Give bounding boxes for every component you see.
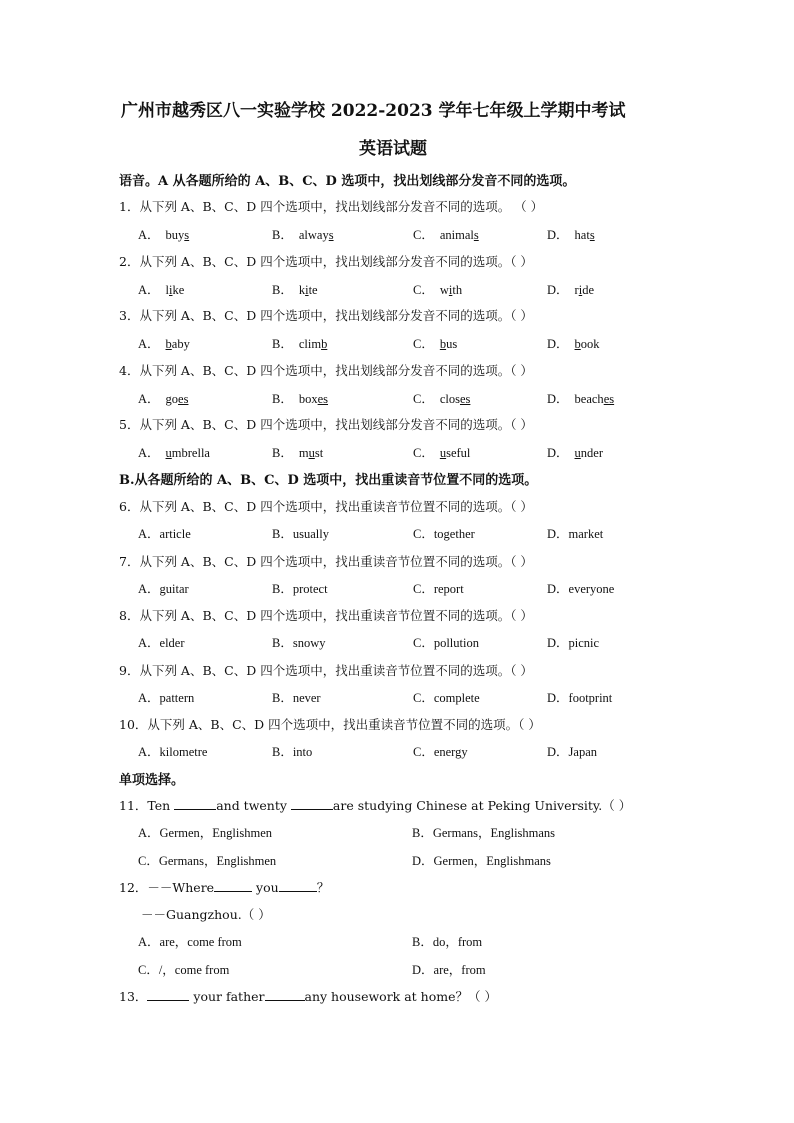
underlined-letters: u: [165, 446, 172, 460]
option-word-part: box: [298, 391, 318, 406]
question-number: 11．: [119, 798, 148, 813]
q12-option-b[interactable]: B．do，from: [412, 935, 483, 949]
question-number: 12．: [119, 880, 148, 895]
q12-option-c[interactable]: C．/，come from: [138, 963, 230, 977]
option-letter: D．: [547, 228, 569, 242]
question-number: 4．: [119, 362, 140, 378]
underlined-letters: s: [473, 228, 479, 242]
option-letter: B．: [272, 337, 293, 351]
underlined-letters: es: [317, 391, 329, 406]
q9-option-c[interactable]: C．complete: [413, 690, 480, 705]
option-letter: D．: [547, 282, 569, 297]
q5-option-a[interactable]: [138, 443, 210, 461]
q1-option-c[interactable]: [413, 225, 479, 243]
underlined-letters: i: [305, 282, 309, 297]
question-text: are studying Chinese at Peking University.（ ）: [332, 798, 632, 813]
question-text: 从下列 A、B、C、D 四个选项中，找出划线部分发音不同的选项。（ ）: [139, 308, 533, 323]
q5-option-c[interactable]: [413, 443, 470, 461]
q12-option-d[interactable]: D．are，from: [412, 963, 486, 977]
option-word-part: clim: [298, 337, 322, 351]
underlined-letters: b: [165, 337, 172, 351]
q2-option-b[interactable]: [272, 280, 318, 298]
q8-option-a[interactable]: A．elder: [138, 636, 185, 650]
option-word-part: r: [574, 282, 579, 297]
q3-option-c[interactable]: [413, 334, 457, 352]
option-letter: D．: [547, 446, 569, 460]
question-text: you: [252, 880, 279, 895]
question-number: 13．: [119, 989, 148, 1004]
q2-option-c[interactable]: [413, 280, 462, 298]
q8-option-c[interactable]: C．pollution: [413, 636, 479, 650]
question-text: 从下列 A、B、C、D 四个选项中，找出重读音节位置不同的选项。（ ）: [139, 553, 533, 569]
question-text: any housework at home？（ ）: [304, 989, 497, 1004]
question-text: your father: [189, 989, 265, 1004]
option-word-part: alway: [298, 228, 329, 242]
underlined-letters: b: [439, 337, 447, 351]
question-7: [119, 552, 533, 570]
q11-option-c[interactable]: C．Germans，Englishmen: [138, 854, 277, 868]
q1-option-a[interactable]: [138, 225, 189, 243]
option-letter: A．: [138, 337, 160, 351]
q12-option-a[interactable]: A．are，come from: [138, 935, 242, 949]
question-text: ？: [316, 880, 330, 895]
option-word-part: animal: [439, 228, 474, 242]
option-word-part: clos: [439, 391, 460, 406]
question-3: [119, 306, 533, 324]
option-letter: D．: [547, 391, 569, 406]
option-letter: A．: [138, 446, 160, 460]
question-number: 3．: [119, 308, 140, 323]
q10-option-b[interactable]: B．into: [272, 745, 313, 759]
answer-blank[interactable]: [291, 798, 333, 810]
question-12-reply: －－Guangzhou.（ ）: [141, 907, 271, 922]
question-number: 5．: [119, 417, 140, 432]
question-text: 从下列 A、B、C、D 四个选项中，找出划线部分发音不同的选项。 （ ）: [139, 199, 544, 214]
question-number: 10．: [119, 717, 148, 732]
question-text: 从下列 A、B、C、D 四个选项中，找出划线部分发音不同的选项。（ ）: [139, 253, 533, 269]
option-word-part: mbrella: [171, 446, 210, 460]
q1-option-b[interactable]: [272, 225, 334, 243]
option-letter: A．: [138, 282, 160, 297]
option-word-part: w: [439, 282, 449, 297]
exam-title-line1: 广州市越秀区八一实验学校 2022-2023 学年七年级上学期中考试: [121, 101, 626, 121]
option-word-part: aby: [171, 337, 190, 351]
underlined-letters: s: [589, 228, 595, 242]
option-letter: B．: [272, 228, 293, 242]
question-number: 8．: [119, 608, 140, 623]
q7-option-a[interactable]: A．guitar: [138, 581, 189, 596]
q6-option-c[interactable]: C．together: [413, 527, 475, 541]
q5-option-b[interactable]: [272, 443, 323, 461]
option-word-part: k: [298, 282, 306, 297]
underlined-letters: i: [578, 282, 583, 297]
question-text: Ten: [147, 798, 175, 813]
q6-option-a[interactable]: A．article: [138, 527, 191, 541]
question-1: [119, 197, 543, 215]
option-letter: B．: [272, 446, 293, 460]
option-word-part: buy: [165, 228, 185, 242]
question-6: [119, 497, 533, 515]
section-a-heading: 语音。A 从各题所给的 A、B、C、D 选项中，找出划线部分发音不同的选项。: [119, 174, 576, 189]
underlined-letters: s: [328, 228, 334, 242]
q10-option-c[interactable]: C．energy: [413, 745, 468, 759]
q4-option-c[interactable]: [413, 389, 470, 407]
option-letter: D．: [547, 337, 569, 351]
question-12: [119, 878, 329, 896]
underlined-letters: u: [308, 446, 315, 460]
question-text: －－Where: [147, 880, 215, 895]
q10-option-a[interactable]: A．kilometre: [138, 745, 208, 759]
option-letter: A．: [138, 228, 160, 242]
question-11: [119, 796, 631, 814]
q9-option-d[interactable]: D．footprint: [547, 690, 613, 705]
answer-blank[interactable]: [147, 989, 189, 1001]
q8-option-d[interactable]: D．picnic: [547, 636, 600, 650]
q7-option-b[interactable]: B．protect: [272, 581, 328, 596]
underlined-letters: es: [178, 391, 189, 406]
q10-option-d[interactable]: D．Japan: [547, 745, 597, 759]
exam-title-line2: 英语试题: [359, 139, 427, 159]
option-letter: C．: [413, 391, 434, 406]
option-word-part: beach: [574, 391, 604, 406]
option-word-part: m: [298, 446, 309, 460]
q2-option-a[interactable]: [138, 280, 184, 298]
question-text: and twenty: [216, 798, 291, 813]
question-number: 2．: [119, 253, 140, 269]
option-letter: A．: [138, 391, 160, 406]
underlined-letters: u: [439, 446, 447, 460]
question-9: [119, 661, 533, 679]
underlined-letters: s: [184, 228, 190, 242]
option-letter: B．: [272, 391, 293, 406]
q3-option-a[interactable]: [138, 334, 190, 352]
option-word-part: go: [165, 391, 179, 406]
underlined-letters: i: [448, 282, 453, 297]
option-word-part: de: [582, 282, 594, 297]
underlined-letters: b: [574, 337, 581, 351]
question-text: 从下列 A、B、C、D 四个选项中，找出划线部分发音不同的选项。（ ）: [139, 417, 533, 432]
q9-option-b[interactable]: B．never: [272, 690, 321, 705]
answer-blank[interactable]: [265, 989, 305, 1001]
option-word-part: l: [165, 282, 170, 297]
section-b-heading: B.从各题所给的 A、B、C、D 选项中，找出重读音节位置不同的选项。: [119, 473, 538, 488]
question-number: 7．: [119, 553, 140, 569]
q1-option-d[interactable]: [547, 225, 595, 243]
question-number: 6．: [119, 499, 140, 514]
q4-option-d[interactable]: [547, 389, 614, 407]
option-word-part: seful: [446, 446, 471, 460]
q11-option-a[interactable]: A．Germen，Englishmen: [138, 826, 273, 840]
option-word-part: ke: [172, 282, 185, 297]
option-word-part: st: [314, 446, 324, 460]
option-letter: C．: [413, 337, 434, 351]
underlined-letters: u: [574, 446, 581, 460]
question-10: [119, 715, 541, 733]
answer-blank[interactable]: [214, 880, 252, 892]
question-13: [119, 987, 497, 1005]
question-number: 9．: [119, 662, 140, 678]
question-text: 从下列 A、B、C、D 四个选项中，找出重读音节位置不同的选项。（ ）: [139, 662, 533, 678]
q6-option-b[interactable]: B．usually: [272, 527, 329, 541]
underlined-letters: b: [321, 337, 328, 351]
option-letter: C．: [413, 446, 434, 460]
option-letter: C．: [413, 282, 434, 297]
q3-option-d[interactable]: [547, 334, 600, 352]
q7-option-c[interactable]: C．report: [413, 581, 464, 596]
question-8: [119, 606, 533, 624]
q11-option-d[interactable]: D．Germen，Englishmans: [412, 854, 551, 868]
underlined-letters: i: [169, 282, 173, 297]
q4-option-a[interactable]: [138, 389, 188, 407]
answer-blank[interactable]: [279, 880, 317, 892]
question-text: 从下列 A、B、C、D 四个选项中，找出重读音节位置不同的选项。（ ）: [147, 717, 541, 732]
question-text: 从下列 A、B、C、D 四个选项中，找出重读音节位置不同的选项。（ ）: [139, 499, 533, 514]
underlined-letters: es: [603, 391, 615, 406]
question-4: [119, 361, 533, 379]
question-text: 从下列 A、B、C、D 四个选项中，找出重读音节位置不同的选项。（ ）: [139, 608, 533, 623]
answer-blank[interactable]: [174, 798, 216, 810]
q2-option-d[interactable]: [547, 280, 594, 298]
question-5: [119, 415, 533, 433]
q3-option-b[interactable]: [272, 334, 327, 352]
option-letter: C．: [413, 228, 434, 242]
q7-option-d[interactable]: D．everyone: [547, 581, 615, 596]
option-word-part: te: [308, 282, 318, 297]
option-word-part: ook: [580, 337, 600, 351]
question-number: 1．: [119, 199, 140, 214]
q4-option-b[interactable]: [272, 389, 328, 407]
q6-option-d[interactable]: D．market: [547, 527, 604, 541]
q9-option-a[interactable]: A．pattern: [138, 690, 195, 705]
q5-option-d[interactable]: [547, 443, 603, 461]
question-2: [119, 252, 533, 270]
q8-option-b[interactable]: B．snowy: [272, 636, 326, 650]
question-text: 从下列 A、B、C、D 四个选项中，找出划线部分发音不同的选项。（ ）: [139, 362, 533, 378]
underlined-letters: es: [459, 391, 471, 406]
option-word-part: hat: [574, 228, 590, 242]
q11-option-b[interactable]: B．Germans，Englishmans: [412, 826, 556, 840]
option-letter: B．: [272, 282, 293, 297]
option-word-part: nder: [580, 446, 603, 460]
option-word-part: th: [452, 282, 463, 297]
option-word-part: us: [446, 337, 458, 351]
section-c-heading: 单项选择。: [119, 773, 185, 788]
